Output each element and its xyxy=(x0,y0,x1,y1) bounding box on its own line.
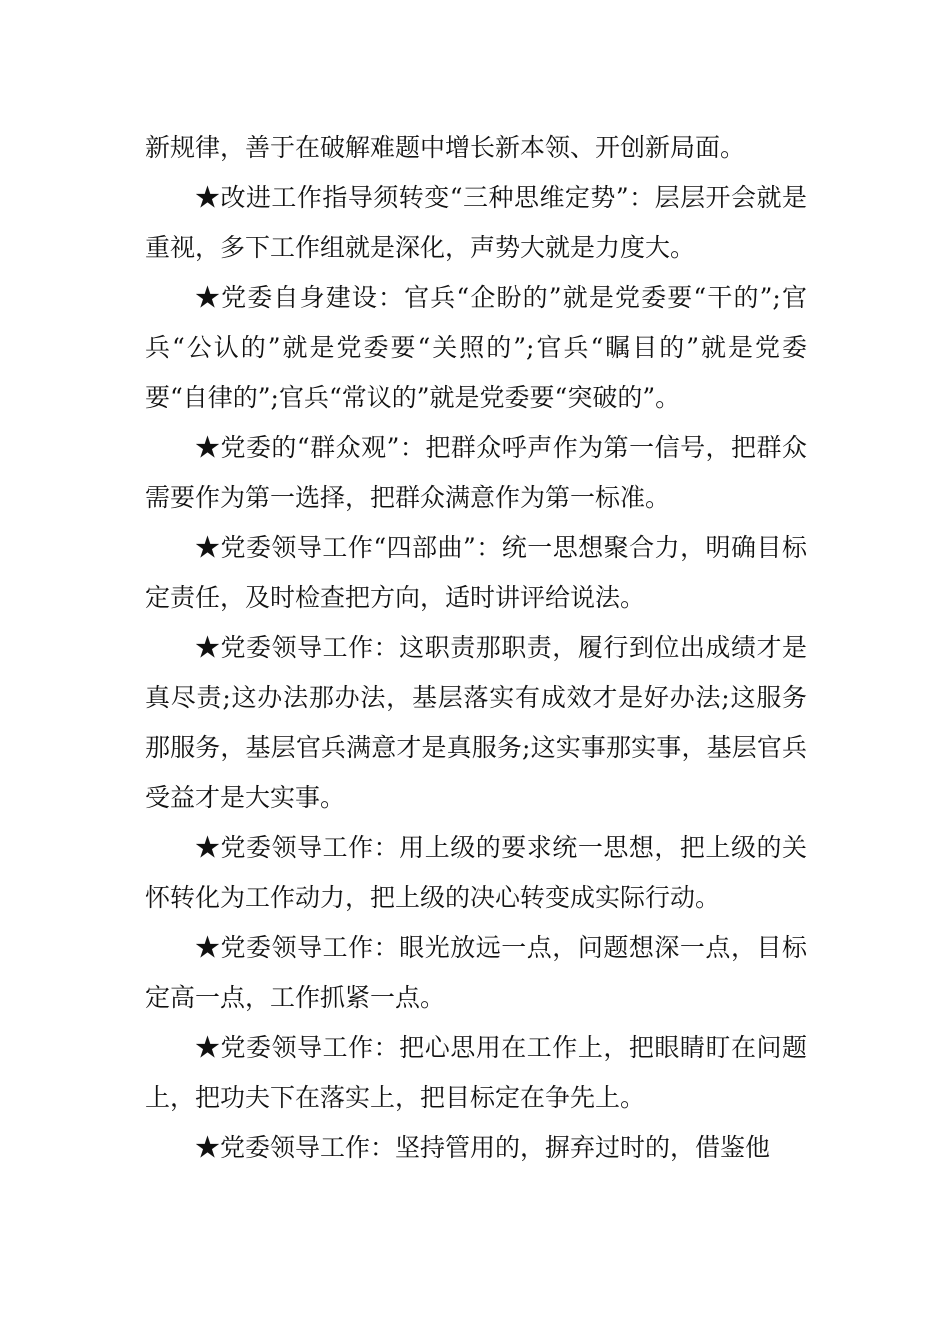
paragraph-keep-useful: ★党委领导工作：坚持管用的，摒弃过时的，借鉴他 xyxy=(195,1133,771,1162)
document-body xyxy=(145,123,807,1173)
paragraph-work-guidance: ★改进工作指导须转变“三种思维定势”：层层开会就是重视，多下工作组就是深化，声势大就是力度大。 xyxy=(145,183,807,262)
paragraph-four-steps: ★党委领导工作“四部曲”：统一思想聚合力，明确目标定责任，及时检查把方向，适时讲评给说法。 xyxy=(145,533,807,612)
paragraph-higher-requirements: ★党委领导工作：用上级的要求统一思想，把上级的关怀转化为工作动力，把上级的决心转变成实际行动。 xyxy=(145,833,807,912)
paragraph-self-construction: ★党委自身建设：官兵“企盼的”就是党委要“干的”;官兵“公认的”就是党委要“关照的”;官兵“瞩目的”就是党委要“自律的”;官兵“常议的”就是党委要“突破的”。 xyxy=(145,283,807,412)
paragraph-focus: ★党委领导工作：把心思用在工作上，把眼睛盯在问题上，把功夫下在落实上，把目标定在争先上。 xyxy=(145,1033,807,1112)
paragraph-continuation: 新规律，善于在破解难题中增长新本领、开创新局面。 xyxy=(145,133,746,162)
paragraph-mass-view: ★党委的“群众观”：把群众呼声作为第一信号，把群众需要作为第一选择，把群众满意作为第一标准。 xyxy=(145,433,807,512)
paragraph-vision: ★党委领导工作：眼光放远一点，问题想深一点，目标定高一点，工作抓紧一点。 xyxy=(145,933,807,1012)
paragraph-responsibility: ★党委领导工作：这职责那职责，履行到位出成绩才是真尽责;这办法那办法，基层落实有成效才是好办法;这服务那服务，基层官兵满意才是真服务;这实事那实事，基层官兵受益才是大实事。 xyxy=(145,633,807,812)
